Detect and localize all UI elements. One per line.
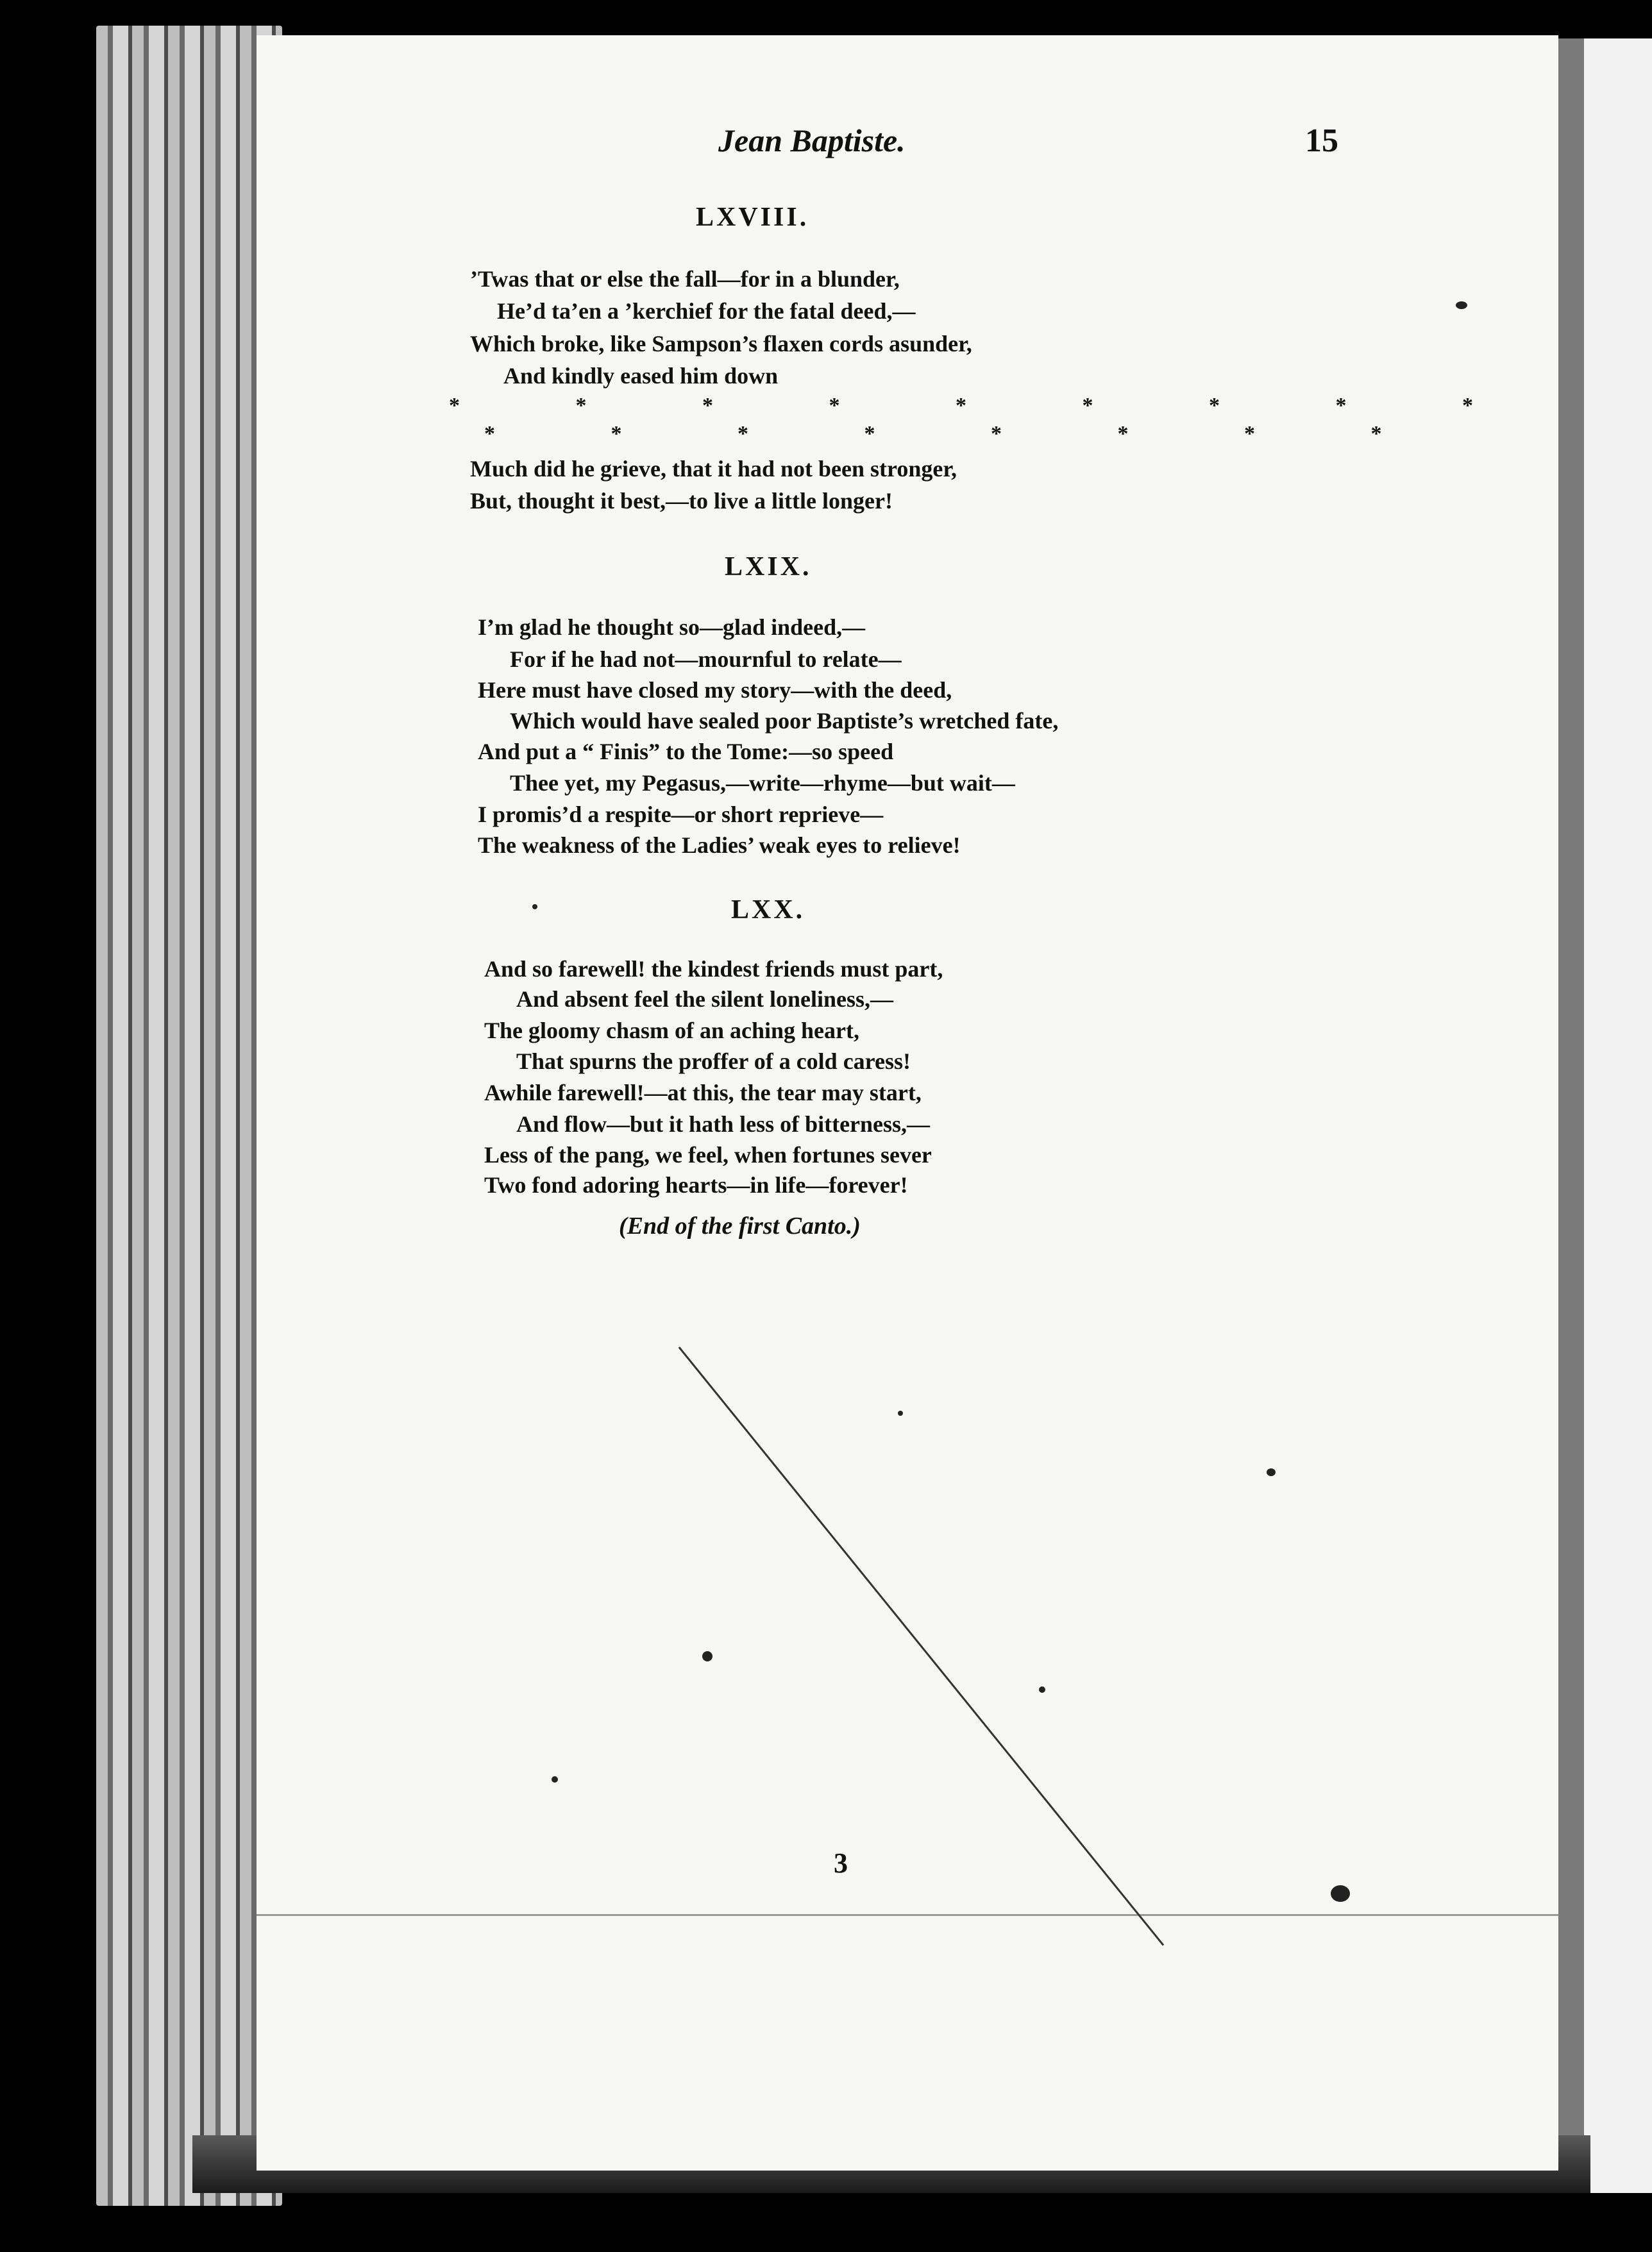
ink-speck — [1456, 301, 1467, 309]
verse-line: But, thought it best,—to live a little longer! — [470, 488, 893, 514]
verse-line: That spurns the proffer of a cold caress! — [516, 1048, 911, 1074]
ink-speck — [532, 904, 537, 909]
asterisk-row: * * * * * * * * — [484, 422, 1437, 446]
verse-line: Awhile farewell!—at this, the tear may start, — [484, 1080, 922, 1105]
ink-speck — [1039, 1686, 1045, 1693]
page-header — [257, 122, 1558, 173]
verse-line: For if he had not—mournful to relate— — [510, 646, 902, 672]
verse-line: I’m glad he thought so—glad indeed,— — [478, 614, 866, 640]
verse-line: The weakness of the Ladies’ weak eyes to relieve! — [478, 832, 961, 858]
verse-line: And so farewell! the kindest friends must part, — [484, 956, 943, 982]
verse-line: Which would have sealed poor Baptiste’s wretched fate, — [510, 708, 1059, 734]
stanza-heading-lxx: LXX. — [731, 895, 805, 925]
verse-line: And kindly eased him down — [503, 363, 779, 389]
ink-speck — [898, 1411, 903, 1416]
verse-line: He’d ta’en a ’kerchief for the fatal deed,— — [497, 298, 916, 324]
verse-line: ’Twas that or else the fall—for in a blunder, — [470, 266, 900, 292]
verse-line: Much did he grieve, that it had not been stronger, — [470, 456, 957, 482]
verse-line: Thee yet, my Pegasus,—write—rhyme—but wait— — [510, 770, 1015, 796]
verse-line: Which broke, like Sampson’s flaxen cords asunder, — [470, 331, 972, 357]
verse-line: Here must have closed my story—with the deed, — [478, 677, 952, 703]
stanza-heading-lxix: LXIX. — [725, 552, 812, 582]
verse-line: Two fond adoring hearts—in life—forever! — [484, 1172, 908, 1198]
end-of-canto-note: (End of the first Canto.) — [619, 1213, 861, 1239]
verse-line: I promis’d a respite—or short reprieve— — [478, 802, 884, 827]
ink-speck — [702, 1651, 712, 1661]
verse-line: The gloomy chasm of an aching heart, — [484, 1018, 859, 1043]
asterisk-row: * * * * * * * * * — [449, 394, 1528, 417]
verse-line: And absent feel the silent loneliness,— — [516, 986, 894, 1012]
stanza-heading-lxviii: LXVIII. — [696, 203, 809, 232]
verse-line: And flow—but it hath less of bitterness,— — [516, 1111, 931, 1137]
ink-speck — [1331, 1885, 1350, 1902]
verse-line: And put a “ Finis” to the Tome:—so speed — [478, 739, 894, 764]
book-page-edges — [96, 26, 282, 2206]
signature-mark: 3 — [834, 1847, 848, 1879]
running-head: Jean Baptiste. — [718, 122, 906, 158]
ink-speck — [552, 1776, 558, 1783]
facing-page-sliver — [1558, 38, 1652, 2193]
ink-speck — [1267, 1468, 1276, 1476]
page-number: 15 — [1305, 122, 1338, 159]
scan-fold-line — [257, 1914, 1558, 1916]
verse-line: Less of the pang, we feel, when fortunes sever — [484, 1142, 932, 1168]
